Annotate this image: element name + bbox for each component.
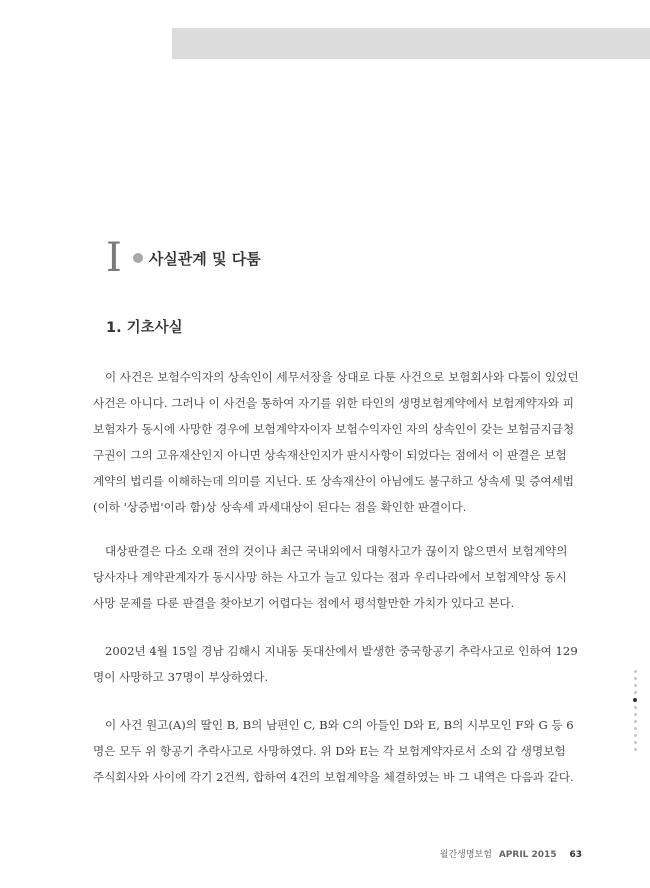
paragraph-line: 2002년 4월 15일 경남 김해시 지내동 돗대산에서 발생한 중국항공기 추락사고로 인하여 129 bbox=[105, 644, 578, 658]
page-dot bbox=[634, 670, 637, 673]
section-heading bbox=[106, 235, 261, 281]
paragraph-line: 보험자가 동시에 사망한 경우에 보험계약자이자 보험수익자인 자의 상속인이 갖는 보험금지급청 bbox=[93, 422, 575, 436]
header-band bbox=[172, 28, 650, 59]
paragraph-line: 명은 모두 위 항공기 추락사고로 사망하였다. 위 D와 E는 각 보험계약자로서 소외 갑 생명보험 bbox=[93, 744, 566, 758]
page-dot bbox=[634, 748, 637, 751]
section-title: 사실관계 및 다툼 bbox=[148, 249, 261, 268]
page-number: 63 bbox=[569, 850, 582, 860]
subsection-title: 1. 기초사실 bbox=[106, 320, 183, 336]
page-dot-active bbox=[633, 698, 637, 702]
paragraph-line: 구권이 그의 고유재산인지 아니면 상속재산인지가 판시사항이 되었다는 점에서 이 판결은 보험 bbox=[93, 448, 567, 462]
page-dot bbox=[634, 684, 637, 687]
paragraph-line: 사건은 아니다. 그러나 이 사건을 통하여 자기를 위한 타인의 생명보험계약에서 보험계약자와 피 bbox=[93, 396, 575, 410]
paragraph-line: 주식회사와 사이에 각기 2건씩, 합하여 4건의 보험계약을 체결하였는 바 그 내역은 다음과 같다. bbox=[93, 770, 574, 784]
paragraph-line: 대상판결은 다소 오래 전의 것이나 최근 국내외에서 대형사고가 끊이지 않으면서 보험계약의 bbox=[105, 544, 568, 558]
paragraph-line: 이 사건은 보험수익자의 상속인이 세무서장을 상대로 다툰 사건으로 보험회사와 다툼이 있었던 bbox=[105, 370, 579, 384]
paragraph-3 bbox=[93, 638, 599, 690]
magazine-name: 월간생명보험 bbox=[439, 850, 492, 860]
page-dot bbox=[634, 734, 637, 737]
page-dot bbox=[634, 720, 637, 723]
page-dot bbox=[634, 691, 637, 694]
section-numeral: I bbox=[106, 235, 122, 281]
paragraph-line: 명이 사망하고 37명이 부상하였다. bbox=[93, 670, 269, 684]
paragraph-line: 당사자나 계약관계자가 동시사망 하는 사고가 늘고 있다는 점과 우리나라에서 보험계약상 동시 bbox=[93, 570, 567, 584]
paragraph-1 bbox=[93, 364, 599, 520]
page-dot bbox=[634, 727, 637, 730]
paragraph-2 bbox=[93, 538, 599, 616]
page-footer bbox=[440, 847, 582, 860]
paragraph-line: (이하 '상증법'이라 함)상 상속세 과세대상이 된다는 점을 확인한 판결이다. bbox=[93, 500, 467, 514]
page-indicator bbox=[632, 670, 638, 751]
paragraph-4 bbox=[93, 712, 599, 790]
paragraph-line: 계약의 법리를 이해하는데 의미를 지닌다. 또 상속재산이 아님에도 불구하고 상속세 및 증여세법 bbox=[93, 474, 575, 488]
page-dot bbox=[634, 713, 637, 716]
page-dot bbox=[634, 706, 637, 709]
bullet-icon bbox=[133, 253, 143, 263]
page-dot bbox=[634, 741, 637, 744]
page-dot bbox=[634, 677, 637, 680]
paragraph-line: 사망 문제를 다룬 판결을 찾아보기 어렵다는 점에서 평석할만한 가치가 있다고 본다. bbox=[93, 596, 515, 610]
issue-date: APRIL 2015 bbox=[498, 850, 557, 860]
paragraph-line: 이 사건 원고(A)의 딸인 B, B의 남편인 C, B와 C의 아들인 D와 E, B의 시부모인 F와 G 등 6 bbox=[105, 718, 574, 732]
